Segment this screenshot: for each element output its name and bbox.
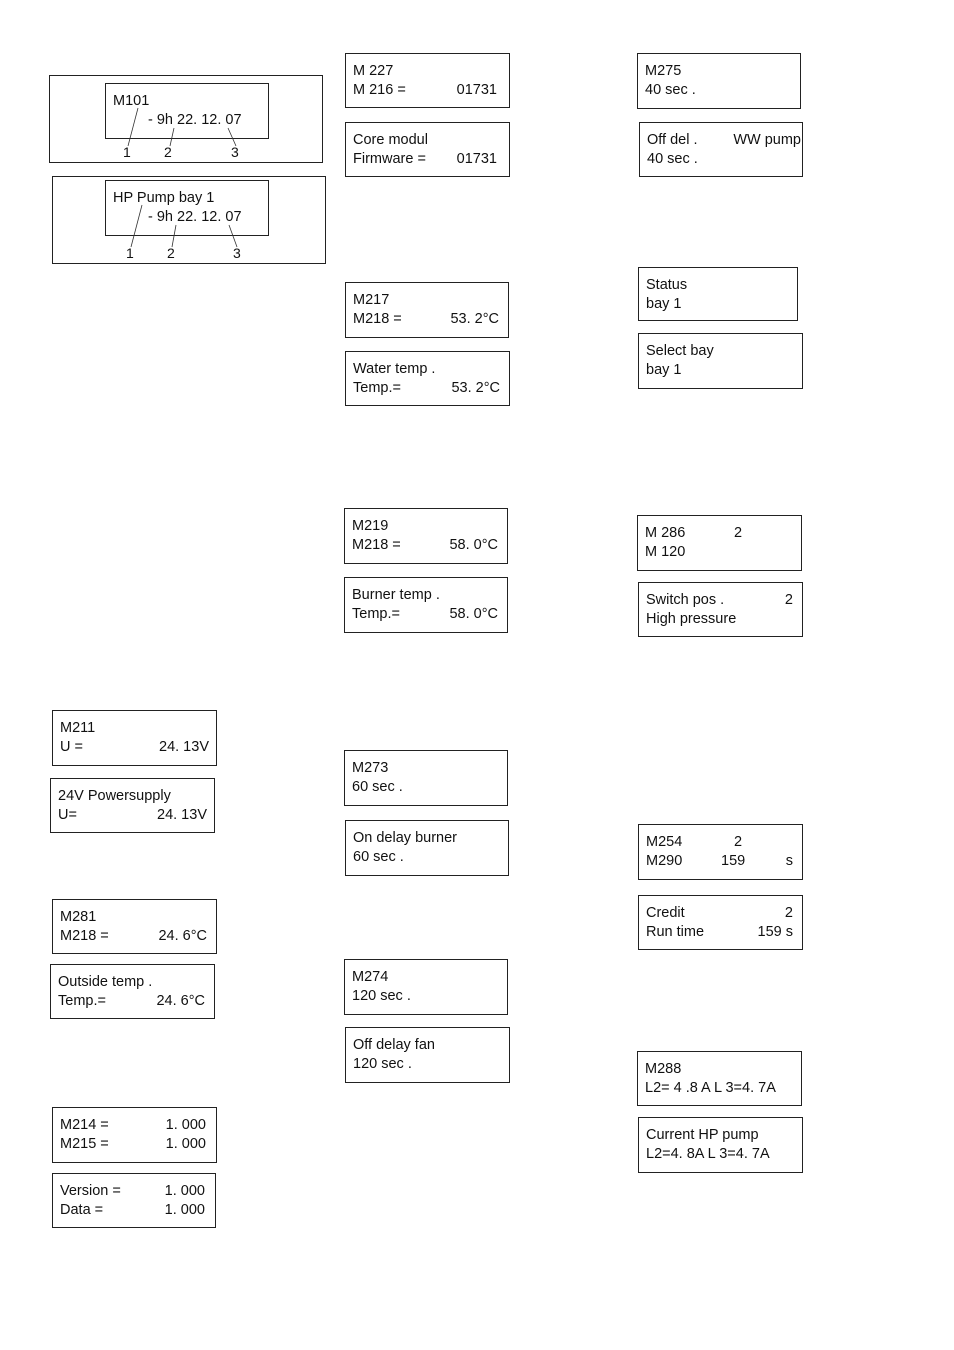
display-m286 <box>637 515 802 571</box>
display-label: Temp.= <box>58 993 106 1009</box>
display-value: 24. 13V <box>159 739 209 755</box>
callout-1: 1 <box>126 245 134 261</box>
display-water-temp <box>345 351 510 406</box>
display-title: 24V Powersupply <box>58 788 171 804</box>
display-current-hp-pump <box>638 1117 803 1173</box>
display-code: M 120 <box>645 544 686 560</box>
display-title: Switch pos . <box>646 592 725 608</box>
display-title: Status <box>646 277 688 293</box>
display-label: Temp.= <box>353 380 401 396</box>
display-label: Data = <box>60 1202 104 1218</box>
display-label: M218 = <box>60 928 109 944</box>
callout-2: 2 <box>164 144 172 160</box>
display-value: 2 <box>734 525 743 541</box>
display-code: M101 <box>113 93 150 109</box>
display-title: HP Pump bay 1 <box>113 190 215 206</box>
display-24v-powersupply <box>50 778 215 833</box>
display-label: U = <box>60 739 83 755</box>
display-m219 <box>344 508 508 564</box>
callout-3: 3 <box>233 245 241 261</box>
display-label: Version = <box>60 1183 121 1199</box>
display-value: 159 s <box>757 924 793 940</box>
display-value: 1. 000 <box>164 1183 205 1199</box>
display-value: 2 <box>784 905 793 921</box>
display-value: L2= 4 .8 A L 3=4. 7A <box>645 1080 776 1096</box>
display-status: High pressure <box>646 611 737 627</box>
display-value: 53. 2°C <box>451 380 500 396</box>
display-title: Select bay <box>646 343 714 359</box>
display-value: 60 sec . <box>353 849 404 865</box>
display-value: 1. 000 <box>164 1202 205 1218</box>
display-m217 <box>345 282 509 338</box>
display-m288 <box>637 1051 802 1106</box>
display-code: M217 <box>353 292 390 308</box>
display-value: 58. 0°C <box>449 606 498 622</box>
display-code: M275 <box>645 63 682 79</box>
display-code: M211 <box>60 720 96 736</box>
display-title: Current HP pump <box>646 1127 759 1143</box>
display-m274 <box>344 959 508 1015</box>
callout-1: 1 <box>123 144 131 160</box>
display-value: 120 sec . <box>352 988 411 1004</box>
callout-3: 3 <box>231 144 239 160</box>
display-label: M218 = <box>352 537 401 553</box>
display-title: Burner temp . <box>352 587 440 603</box>
display-value: L2=4. 8A L 3=4. 7A <box>646 1146 770 1162</box>
display-value: 01731 <box>456 151 497 167</box>
display-m281 <box>52 899 217 954</box>
display-value: 120 sec . <box>353 1056 412 1072</box>
display-value: bay 1 <box>646 362 682 378</box>
display-title: Core modul <box>353 132 428 148</box>
display-switch-pos <box>638 582 803 637</box>
display-status-bay <box>638 267 798 321</box>
display-outside-temp <box>50 964 215 1019</box>
callout-2: 2 <box>167 245 175 261</box>
display-value: 40 sec . <box>647 151 698 167</box>
display-code: M254 <box>646 834 683 850</box>
display-credit-run-time <box>638 895 803 950</box>
display-title: On delay burner <box>353 830 457 846</box>
display-label: M214 = <box>60 1117 109 1133</box>
display-burner-temp <box>344 577 508 633</box>
display-value: 2 <box>734 834 743 850</box>
display-code: M274 <box>352 969 389 985</box>
display-value: bay 1 <box>646 296 682 312</box>
display-label: M218 = <box>353 311 402 327</box>
display-value: 24. 6°C <box>158 928 207 944</box>
display-off-del-ww-pump <box>639 122 803 177</box>
display-m214-m215 <box>52 1107 217 1163</box>
display-code: M 227 <box>353 63 394 79</box>
display-value: 24. 13V <box>157 807 207 823</box>
display-value: 1. 000 <box>165 1117 206 1133</box>
display-value: 1. 000 <box>165 1136 206 1152</box>
display-value: 53. 2°C <box>450 311 499 327</box>
display-value: 24. 6°C <box>156 993 205 1009</box>
display-core-modul <box>345 122 510 177</box>
display-label: Run time <box>646 924 705 940</box>
display-unit: s <box>785 853 793 869</box>
display-title: Outside temp . <box>58 974 153 990</box>
display-select-bay <box>638 333 803 389</box>
display-code: M 286 <box>645 525 686 541</box>
display-label: M215 = <box>60 1136 109 1152</box>
display-m211 <box>52 710 217 766</box>
display-date-time: - 9h 22. 12. 07 <box>148 209 242 225</box>
display-label: Credit <box>646 905 685 921</box>
display-label: M 216 = <box>353 82 406 98</box>
display-date-time: - 9h 22. 12. 07 <box>148 112 242 128</box>
display-title: Off del . <box>647 132 698 148</box>
display-code: M281 <box>60 909 97 925</box>
display-value: 58. 0°C <box>449 537 498 553</box>
display-code: M273 <box>352 760 389 776</box>
display-on-delay-burner <box>345 820 509 876</box>
display-m273 <box>344 750 508 806</box>
display-value: 2 <box>784 592 793 608</box>
display-title: Water temp . <box>353 361 436 377</box>
display-value: 01731 <box>456 82 497 98</box>
display-value: 40 sec . <box>645 82 696 98</box>
display-m227 <box>345 53 510 108</box>
display-version-data <box>52 1173 216 1228</box>
display-value: 159 <box>721 853 746 869</box>
display-title-suffix: WW pump <box>733 132 801 148</box>
display-title: Off delay fan <box>353 1037 435 1053</box>
display-code: M290 <box>646 853 683 869</box>
display-value: 60 sec . <box>352 779 403 795</box>
display-label: Temp.= <box>352 606 400 622</box>
display-m275 <box>637 53 801 109</box>
display-m254 <box>638 824 803 880</box>
display-label: U= <box>58 807 77 823</box>
display-label: Firmware = <box>353 151 426 167</box>
display-code: M219 <box>352 518 389 534</box>
display-code: M288 <box>645 1061 682 1077</box>
display-off-delay-fan <box>345 1027 510 1083</box>
